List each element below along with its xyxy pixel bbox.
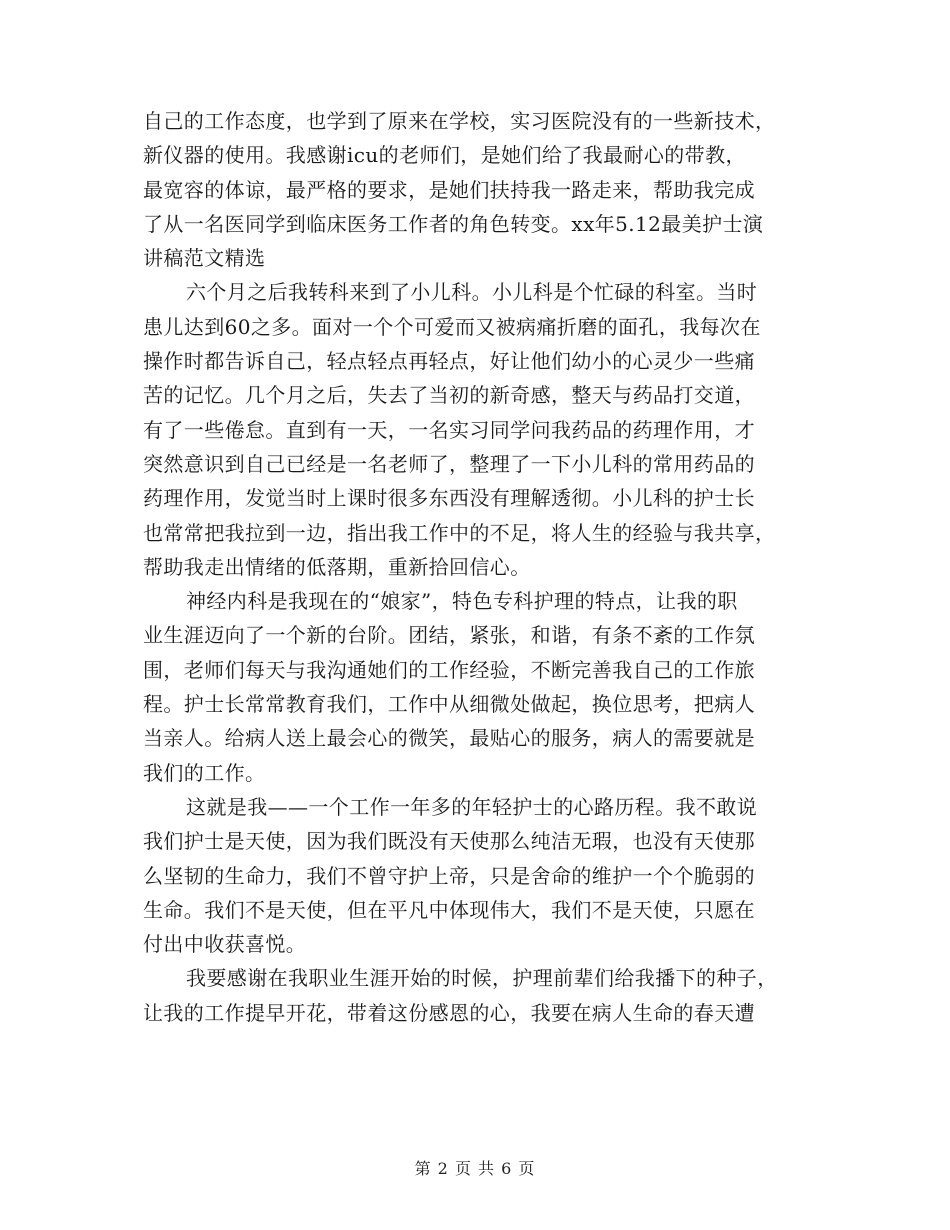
text-line: 付出中收获喜悦。 [143, 932, 307, 957]
text-line: 药理作用，发觉当时上课时很多东西没有理解透彻。小儿科的护士长 [143, 486, 755, 511]
text-line: 我们的工作。 [143, 760, 266, 785]
page-footer: 第 2 页 共 6 页 [414, 1159, 536, 1178]
text-line: 我们护士是天使，因为我们既没有天使那么纯洁无瑕，也没有天使那 [143, 829, 755, 854]
text-line: 业生涯迈向了一个新的台阶。团结，紧张，和谐，有条不紊的工作氛 [143, 623, 755, 648]
text-line: 了从一名医同学到临床医务工作者的角色转变。xx年5.12最美护士演 [143, 211, 764, 236]
paragraph [143, 790, 803, 961]
text-line: 生命。我们不是天使，但在平凡中体现伟大，我们不是天使，只愿在 [143, 897, 755, 922]
text-line: 突然意识到自己已经是一名老师了，整理了一下小儿科的常用药品的 [143, 451, 755, 476]
text-line: 程。护士长常常教育我们，工作中从细微处做起，换位思考，把病人 [143, 692, 755, 717]
text-line: 也常常把我拉到一边，指出我工作中的不足，将人生的经验与我共享， [143, 520, 776, 545]
text-line: 苦的记忆。几个月之后，失去了当初的新奇感，整天与药品打交道， [143, 383, 755, 408]
paragraph [143, 275, 803, 584]
document-body [143, 104, 803, 1030]
text-line: 让我的工作提早开花，带着这份感恩的心，我要在病人生命的春天遭 [143, 1000, 755, 1025]
text-line: 讲稿范文精选 [143, 246, 266, 271]
text-line: 六个月之后我转科来到了小儿科。小儿科是个忙碌的科室。当时 [186, 280, 758, 305]
text-line: 最宽容的体谅，最严格的要求，是她们扶持我一路走来，帮助我完成 [143, 177, 755, 202]
text-line: 围，老师们每天与我沟通她们的工作经验，不断完善我自己的工作旅 [143, 657, 755, 682]
text-line: 有了一些倦怠。直到有一天，一名实习同学问我药品的药理作用，才 [143, 417, 755, 442]
text-line: 么坚韧的生命力，我们不曾守护上帝，只是舍命的维护一个个脆弱的 [143, 863, 755, 888]
text-line: 当亲人。给病人送上最会心的微笑，最贴心的服务，病人的需要就是 [143, 726, 755, 751]
text-line: 帮助我走出情绪的低落期，重新拾回信心。 [143, 554, 531, 579]
text-line: 神经内科是我现在的“娘家”，特色专科护理的特点，让我的职 [186, 589, 738, 614]
text-line: 新仪器的使用。我感谢icu的老师们，是她们给了我最耐心的带教， [143, 143, 746, 168]
paragraph [143, 104, 803, 275]
text-line: 自己的工作态度，也学到了原来在学校，实习医院没有的一些新技术， [143, 109, 776, 133]
paragraph [143, 584, 803, 790]
text-line: 这就是我——一个工作一年多的年轻护士的心路历程。我不敢说 [186, 794, 758, 819]
text-line: 操作时都告诉自己，轻点轻点再轻点，好让他们幼小的心灵少一些痛 [143, 349, 755, 374]
text-line: 患儿达到60之多。面对一个个可爱而又被病痛折磨的面孔，我每次在 [143, 314, 761, 339]
text-line: 我要感谢在我职业生涯开始的时候，护理前辈们给我播下的种子， [186, 966, 778, 991]
paragraph [143, 961, 803, 1030]
